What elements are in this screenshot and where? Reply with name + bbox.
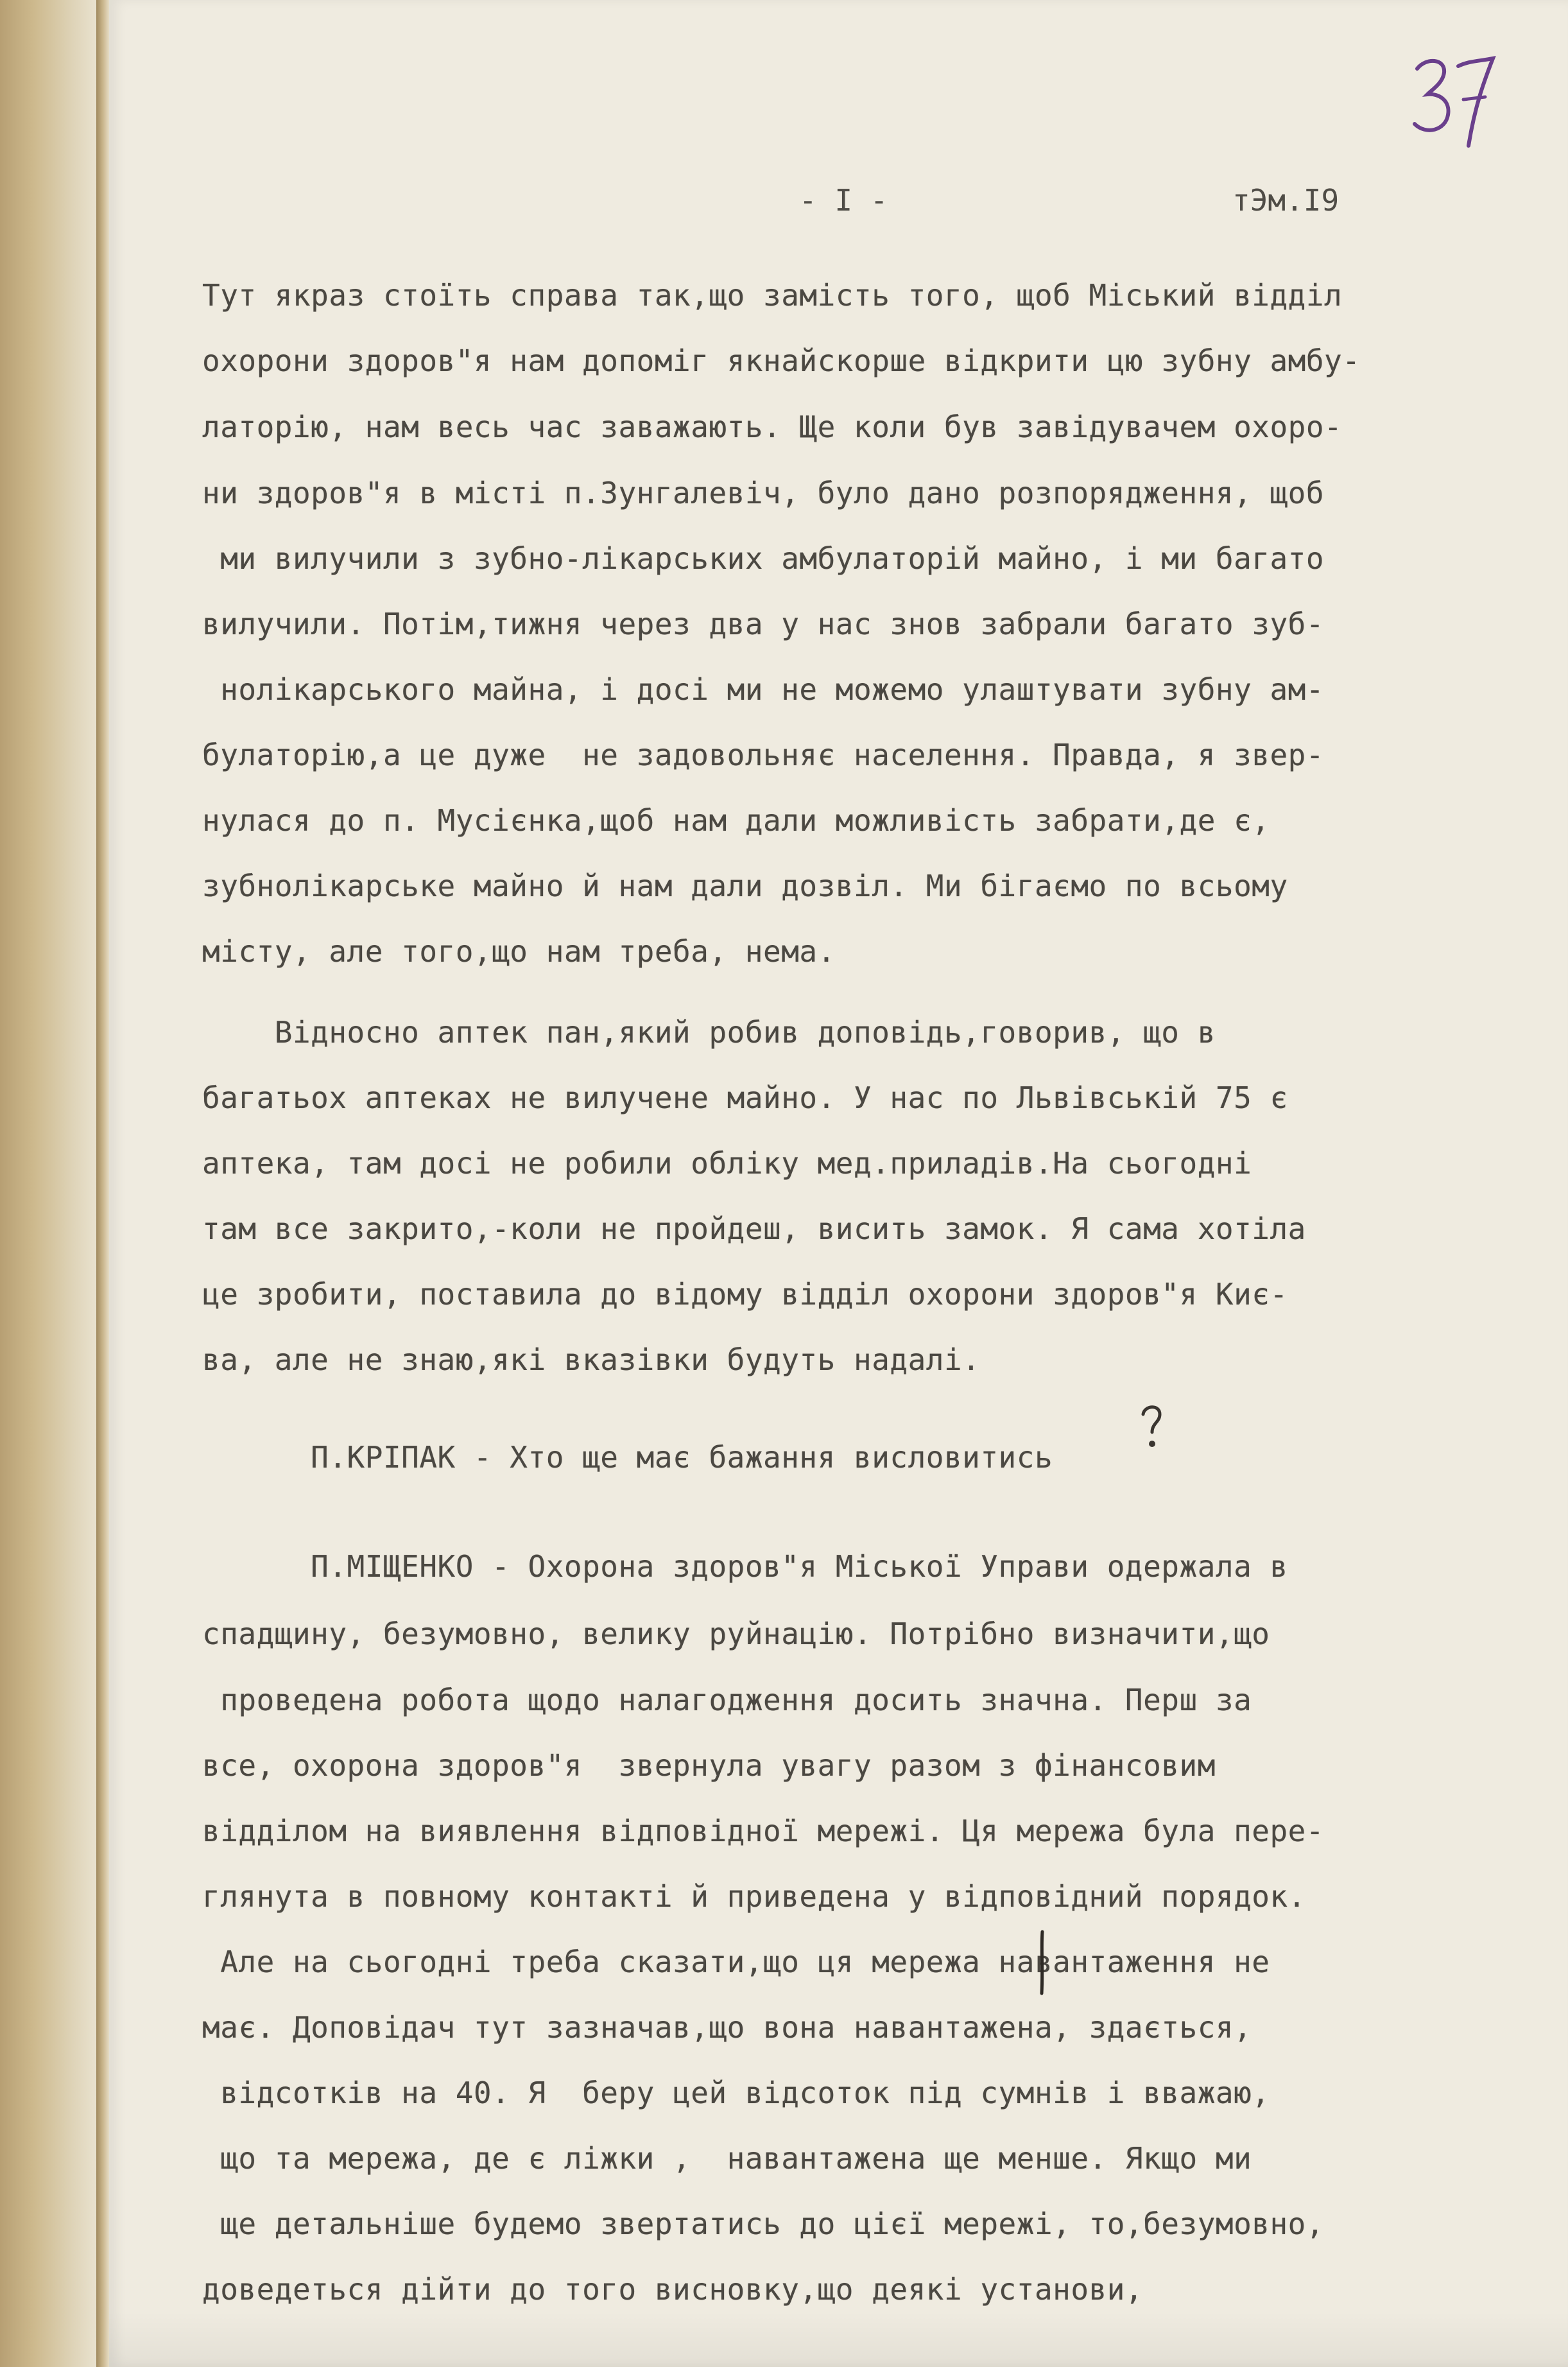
speaker-line: П.КРІПАК - Хто ще має бажання висловитись (202, 1440, 1053, 1475)
binding-spine (0, 0, 96, 2367)
text-line: Тут якраз стоїть справа так,що замість того, щоб Міський відділ (202, 278, 1343, 313)
text-line: Але на сьогодні треба сказати,що ця мережа навантаження не (202, 1945, 1270, 1979)
text-line: доведеться дійти до того висновку,що деякі установи, (202, 2272, 1144, 2307)
text-line: ва, але не знаю,які вказівки будуть надалі. (202, 1342, 981, 1377)
text-line: Відносно аптек пан,який робив доповідь,говорив, що в (202, 1015, 1216, 1050)
text-line: багатьох аптеках не вилучене майно. У нас по Львівській 75 є (202, 1080, 1288, 1115)
bottom-shadow (109, 2311, 1568, 2367)
handwritten-vertical-stroke (1038, 1929, 1046, 1997)
text-line: місту, але того,що нам треба, нема. (202, 934, 836, 969)
text-line: нулася до п. Мусієнка,щоб нам дали можливість забрати,де є, (202, 803, 1270, 838)
text-line: відсотків на 40. Я беру цей відсоток під сумнів і вважаю, (202, 2076, 1270, 2110)
folio-37-handwriting (1399, 35, 1502, 164)
handwritten-folio-number (1399, 35, 1502, 164)
text-line: проведена робота щодо налагодження досить значна. Перш за (202, 1683, 1252, 1717)
page-header (109, 183, 1568, 228)
text-line: відділом на виявлення відповідної мережі. Ця мережа була пере- (202, 1814, 1325, 1848)
text-line: ни здоров"я в місті п.Зунгалевіч, було дано розпорядження, щоб (202, 476, 1325, 510)
text-line: що та мережа, де є ліжки , навантажена ще менше. Якщо ми (202, 2141, 1252, 2176)
text-line: нолікарського майна, і досі ми не можемо улаштувати зубну ам- (202, 672, 1325, 707)
text-line: має. Доповідач тут зазначав,що вона навантажена, здається, (202, 2010, 1252, 2045)
text-line: спадщину, безумовно, велику руйнацію. Потрібно визначити,що (202, 1617, 1270, 1651)
page-edge (96, 0, 109, 2367)
speaker-line: П.МІЩЕНКО - Охорона здоров"я Міської Управи одержала в (202, 1549, 1288, 1584)
document-code: тЭм.I9 (1232, 183, 1340, 218)
text-line: ще детальніше будемо звертатись до цієї мережі, то,безумовно, (202, 2207, 1325, 2241)
text-line: зубнолікарське майно й нам дали дозвіл. Ми бігаємо по всьому (202, 869, 1288, 903)
handwritten-question-mark (1139, 1403, 1165, 1454)
text-line: ми вилучили з зубно-лікарських амбулаторій майно, і ми багато (202, 541, 1325, 576)
text-line: латорію, нам весь час заважають. Ще коли був завідувачем охоро- (202, 410, 1343, 444)
text-line: вилучили. Потім,тижня через два у нас знов забрали багато зуб- (202, 607, 1325, 641)
text-line: це зробити, поставила до відому відділ охорони здоров"я Киє- (202, 1277, 1288, 1312)
text-line: аптека, там досі не робили обліку мед.приладів.На сьогодні (202, 1146, 1252, 1181)
text-line: булаторію,а це дуже не задовольняє населення. Правда, я звер- (202, 738, 1325, 772)
text-line: охорони здоров"я нам допоміг якнайскорше відкрити цю зубну амбу- (202, 343, 1361, 378)
page-number: - I - (799, 183, 888, 218)
text-line: там все закрито,-коли не пройдеш, висить замок. Я сама хотіла (202, 1211, 1306, 1246)
text-line: глянута в повному контакті й приведена у відповідний порядок. (202, 1879, 1306, 1914)
text-line: все, охорона здоров"я звернула увагу разом з фінансовим (202, 1748, 1216, 1783)
